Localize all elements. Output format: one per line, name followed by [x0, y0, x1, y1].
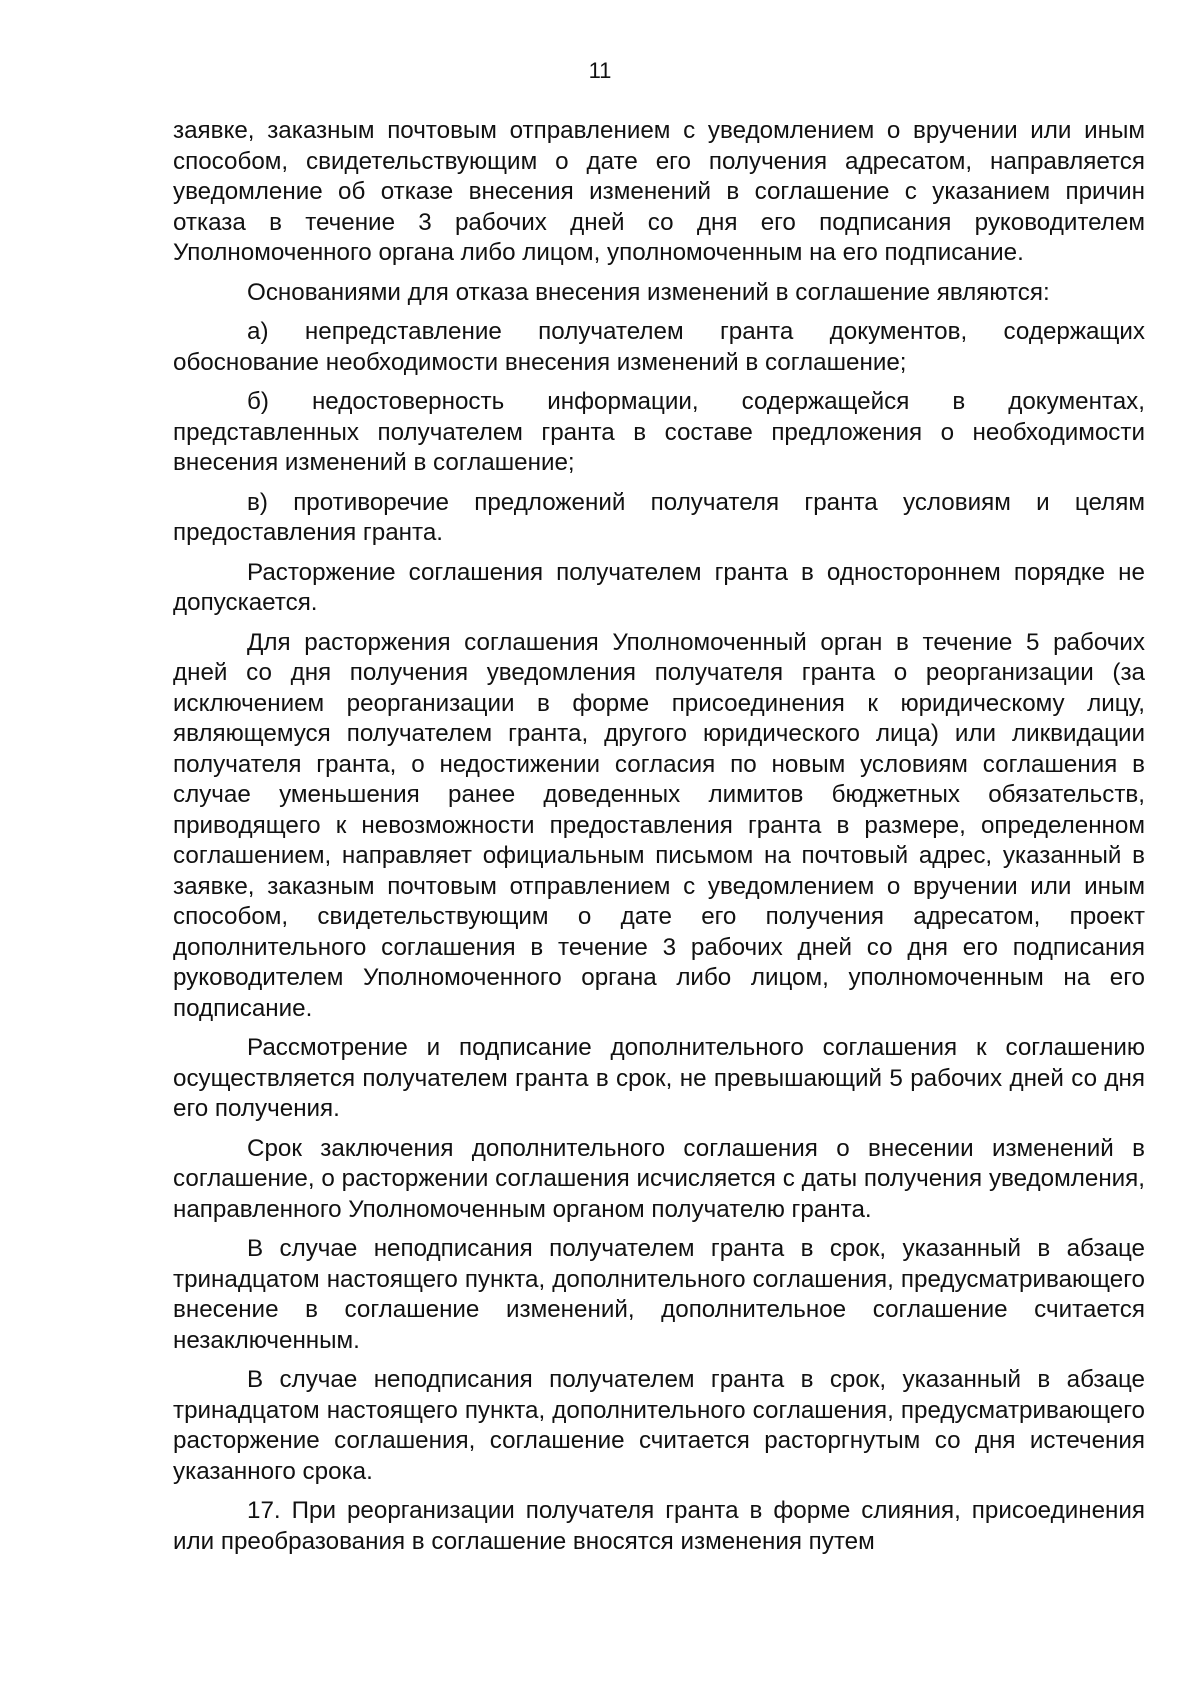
- paragraph-ground-a: а) непредставление получателем гранта документов, содержащих обоснование необходимости внесения изменений в соглашение;: [173, 318, 1145, 376]
- paragraph-grounds-intro: Основаниями для отказа внесения изменений в соглашение являются:: [247, 278, 1050, 306]
- paragraph-item-17: 17. При реорганизации получателя гранта в форме слияния, присоединения или преобразования в соглашение вносятся изменения путем: [173, 1497, 1145, 1555]
- paragraph-unilateral-termination: Расторжение соглашения получателем гранта в одностороннем порядке не допускается.: [173, 558, 1145, 616]
- paragraph-continuation: заявке, заказным почтовым отправлением с уведомлением о вручении или иным способом, свидетельствующим о дате его получения адресатом, направляется уведомление об отказе внесения изменений в соглашение с указанием причин отказа в течение 3 рабочих дней со дня его подписания руководителем Уполномоченного органа либо лицом, уполномоченным на его подписание.: [173, 117, 1145, 266]
- paragraph-signing-term: Рассмотрение и подписание дополнительного соглашения к соглашению осуществляется получателем гранта в срок, не превышающий 5 рабочих дней со дня его получения.: [173, 1034, 1145, 1122]
- document-body: [173, 116, 1145, 1566]
- paragraph-termination-procedure: Для расторжения соглашения Уполномоченный орган в течение 5 рабочих дней со дня получения уведомления получателя гранта о реорганизации (за исключением реорганизации в форме присоединения к юридическому лицу, являющемуся получателем гранта, другого юридического лица) или ликвидации получателя гранта, о недостижении согласия по новым условиям соглашения в случае уменьшения ранее доведенных лимитов бюджетных обязательств, приводящего к невозможности предоставления гранта в размере, определенном соглашением, направляет официальным письмом на почтовый адрес, указанный в заявке, заказным почтовым отправлением с уведомлением о вручении или иным способом, свидетельствующим о дате его получения адресатом, проект дополнительного соглашения в течение 3 рабочих дней со дня его подписания руководителем Уполномоченного органа либо лицом, уполномоченным на его подписание.: [173, 628, 1145, 1022]
- paragraph-unsigned-amendment: В случае неподписания получателем гранта в срок, указанный в абзаце тринадцатом настоящего пункта, дополнительного соглашения, предусматривающего внесение в соглашение изменений, дополнительное соглашение считается незаключенным.: [173, 1235, 1145, 1354]
- page-number: 11: [588, 58, 612, 83]
- paragraph-ground-b: б) недостоверность информации, содержащейся в документах, представленных получателем гранта в составе предложения о необходимости внесения изменений в соглашение;: [173, 388, 1145, 476]
- paragraph-ground-c: в) противоречие предложений получателя гранта условиям и целям предоставления гранта.: [173, 488, 1145, 546]
- paragraph-conclusion-term: Срок заключения дополнительного соглашения о внесении изменений в соглашение, о расторжении соглашения исчисляется с даты получения уведомления, направленного Уполномоченным органом получателю гранта.: [173, 1134, 1145, 1223]
- paragraph-unsigned-termination: В случае неподписания получателем гранта в срок, указанный в абзаце тринадцатом настоящего пункта, дополнительного соглашения, предусматривающего расторжение соглашения, соглашение считается расторгнутым со дня истечения указанного срока.: [173, 1366, 1145, 1485]
